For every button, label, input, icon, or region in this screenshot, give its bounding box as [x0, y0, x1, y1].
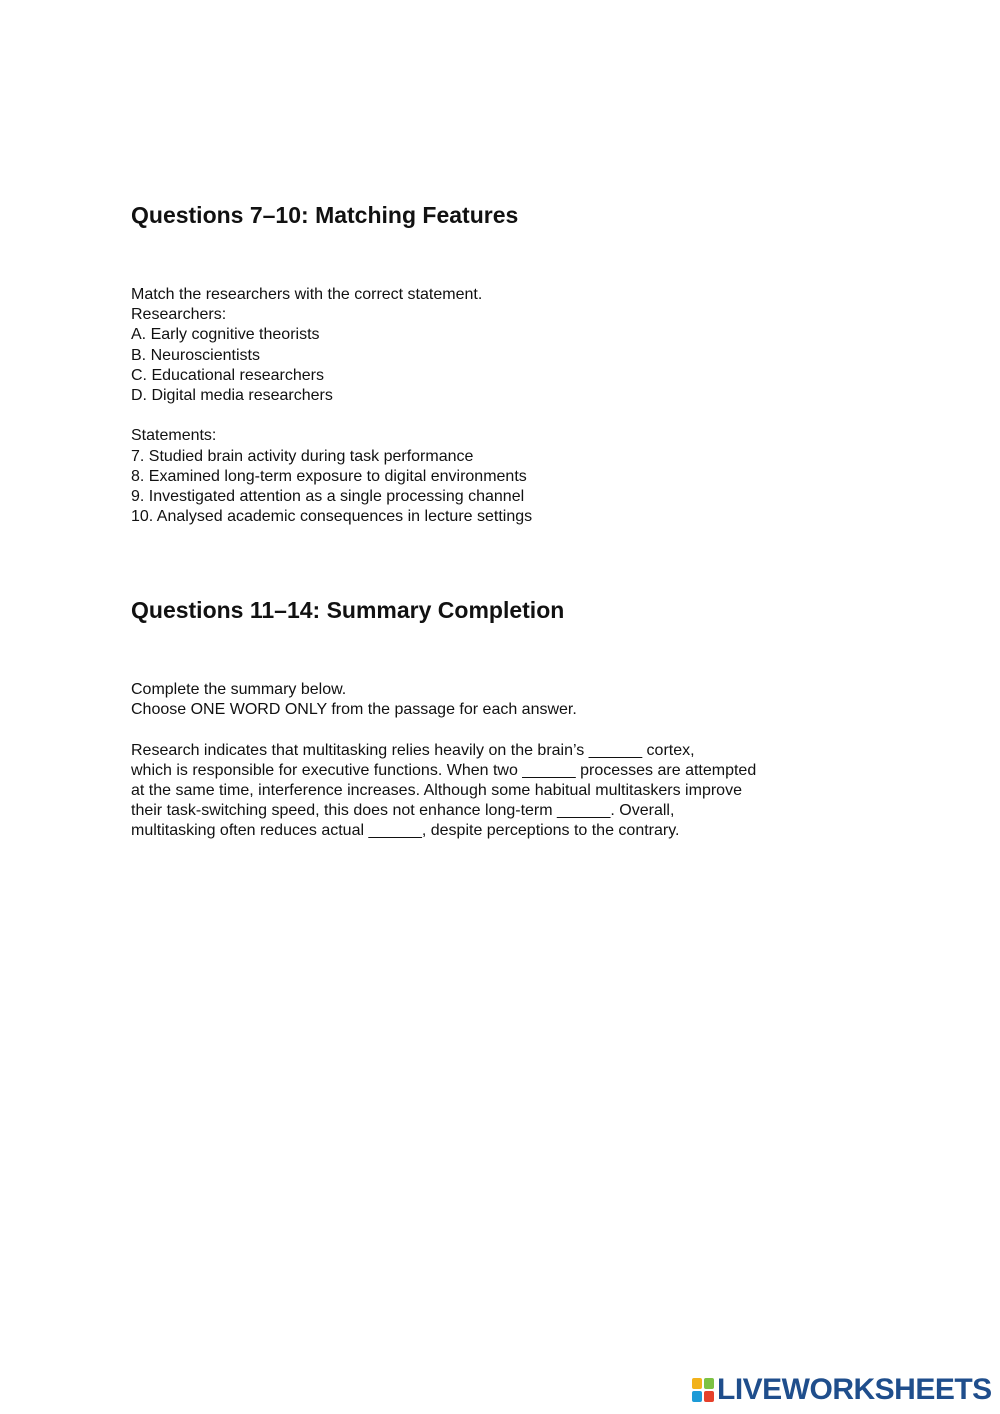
logo-tile — [704, 1391, 714, 1402]
matching-section-body — [131, 285, 532, 527]
statement-item: 7. Studied brain activity during task performance — [131, 447, 474, 465]
researcher-item: D. Digital media researchers — [131, 386, 333, 404]
blank-line — [131, 406, 532, 426]
logo-tiles-icon — [692, 1378, 714, 1402]
researcher-item: C. Educational researchers — [131, 366, 324, 384]
matching-section-title: Questions 7–10: Matching Features — [131, 202, 519, 228]
statement-item: 10. Analysed academic consequences in lecture settings — [131, 508, 533, 526]
statements-label: Statements: — [131, 427, 217, 445]
liveworksheets-logo — [692, 1374, 992, 1406]
summary-text-line: at the same time, interference increases. Although some habitual multitaskers improve — [131, 781, 742, 799]
logo-tile — [704, 1378, 714, 1389]
summary-text-line: Research indicates that multitasking relies heavily on the brain’s ______ cortex, — [131, 741, 695, 759]
logo-tile — [692, 1378, 702, 1389]
logo-wordmark: LIVEWORKSHEETS — [717, 1373, 992, 1406]
summary-section-title: Questions 11–14: Summary Completion — [131, 597, 565, 623]
statement-item: 8. Examined long-term exposure to digital environments — [131, 467, 527, 485]
summary-instruction: Choose ONE WORD ONLY from the passage for each answer. — [131, 701, 577, 719]
logo-tile — [692, 1391, 702, 1402]
summary-text-line: which is responsible for executive functions. When two ______ processes are attempted — [131, 761, 757, 779]
summary-instruction: Complete the summary below. — [131, 681, 347, 698]
researcher-item: A. Early cognitive theorists — [131, 326, 320, 344]
matching-instruction: Match the researchers with the correct statement. — [131, 286, 483, 303]
researcher-item: B. Neuroscientists — [131, 346, 260, 364]
researchers-label: Researchers: — [131, 306, 227, 324]
summary-text-line: multitasking often reduces actual ______, despite perceptions to the contrary. — [131, 822, 680, 840]
statement-item: 9. Investigated attention as a single processing channel — [131, 487, 525, 505]
summary-section-body — [131, 680, 756, 842]
blank-line — [131, 720, 756, 740]
summary-text-line: their task-switching speed, this does not enhance long-term ______. Overall, — [131, 802, 675, 820]
